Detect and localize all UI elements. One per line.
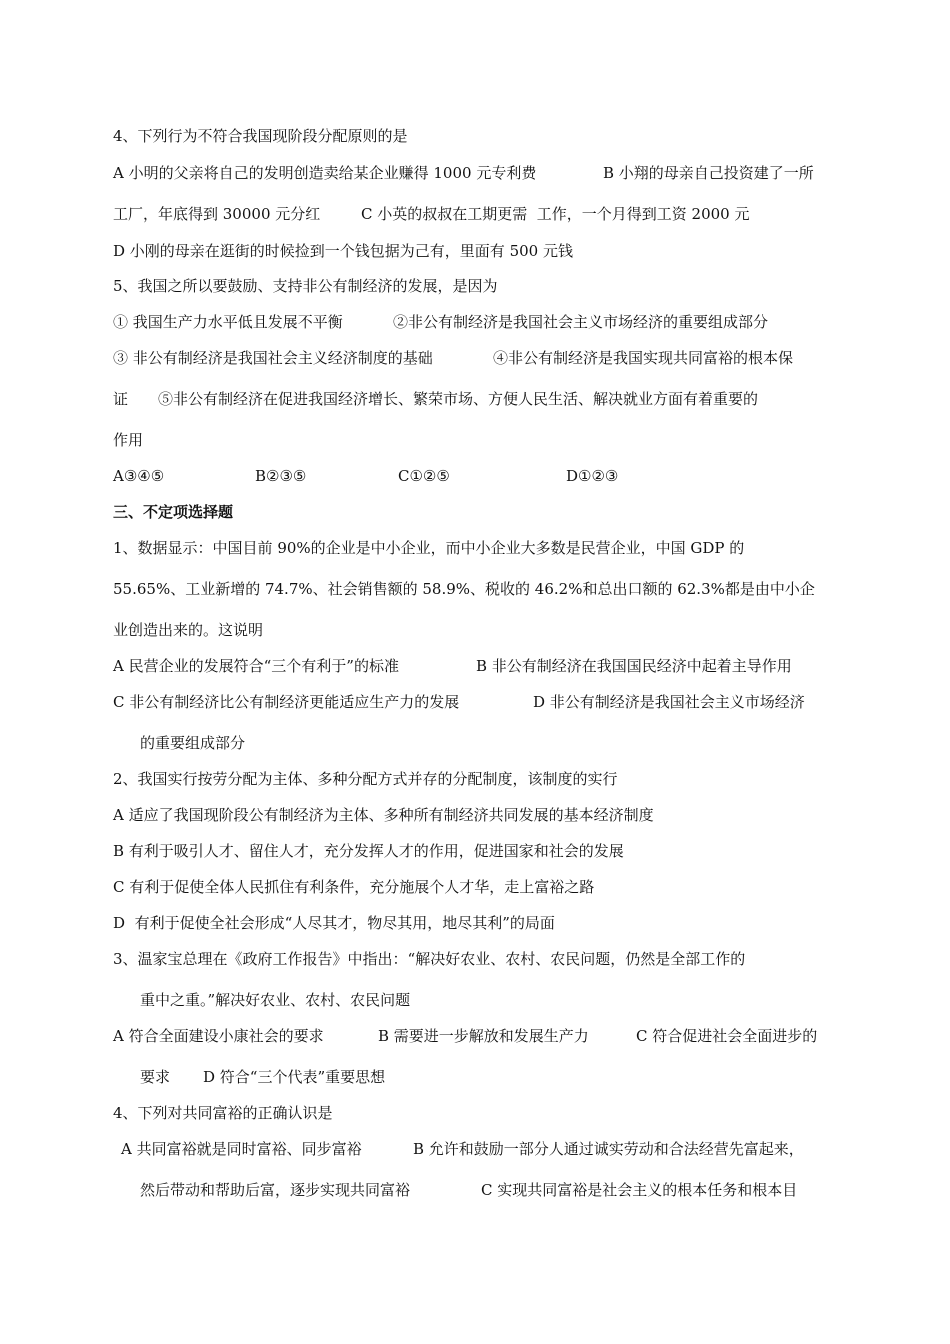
s3-question-2-option-a: A 适应了我国现阶段公有制经济为主体、多种所有制经济共同发展的基本经济制度 <box>113 806 654 824</box>
question-4-option-a: A 小明的父亲将自己的发明创造卖给某企业赚得 1000 元专利费 <box>113 164 537 182</box>
question-5-item-2: ②非公有制经济是我国社会主义市场经济的重要组成部分 <box>393 313 769 331</box>
question-4-option-b: B 小翔的母亲自己投资建了一所 <box>603 164 814 182</box>
s3-question-1-option-a: A 民营企业的发展符合“三个有利于”的标准 <box>113 657 399 675</box>
s3-question-3-option-b: B 需要进一步解放和发展生产力 <box>378 1027 589 1045</box>
s3-question-1-line-1: 1、数据显示：中国目前 90%的企业是中小企业，而中小企业大多数是民营企业，中国 GDP 的 <box>113 539 745 557</box>
s3-question-1-option-d: D 非公有制经济是我国社会主义市场经济 <box>533 693 805 711</box>
s3-question-3-option-c: C 符合促进社会全面进步的 <box>636 1027 818 1045</box>
question-4-option-d: D 小刚的母亲在逛街的时候捡到一个钱包据为己有，里面有 500 元钱 <box>113 242 573 260</box>
s3-question-4-option-b: B 允许和鼓励一部分人通过诚实劳动和合法经营先富起来， <box>413 1140 804 1158</box>
s3-question-1-line-3: 业创造出来的。这说明 <box>113 621 264 639</box>
section-3-title: 三、不定项选择题 <box>113 503 234 521</box>
question-4-option-c: C 小英的叔叔在工期更需 工作，一个月得到工资 2000 元 <box>361 205 750 223</box>
s3-question-2-option-b: B 有利于吸引人才、留住人才，充分发挥人才的作用，促进国家和社会的发展 <box>113 842 624 860</box>
s3-question-4-option-b-cont: 然后带动和帮助后富，逐步实现共同富裕 <box>140 1181 411 1199</box>
s3-question-4-option-a: A 共同富裕就是同时富裕、同步富裕 <box>121 1140 362 1158</box>
s3-question-2-stem: 2、我国实行按劳分配为主体、多种分配方式并存的分配制度，该制度的实行 <box>113 770 618 788</box>
s3-question-3-option-a: A 符合全面建设小康社会的要求 <box>113 1027 324 1045</box>
s3-question-3-option-d: D 符合“三个代表”重要思想 <box>203 1068 386 1086</box>
s3-question-1-line-2: 55.65%、工业新增的 74.7%、社会销售额的 58.9%、税收的 46.2%和总出口额的 62.3%都是由中小企 <box>113 580 815 598</box>
question-4-option-b-cont: 工厂，年底得到 30000 元分红 <box>113 205 321 223</box>
question-5-item-5-cont: 作用 <box>113 431 144 449</box>
question-5-item-4: ④非公有制经济是我国实现共同富裕的根本保 <box>493 349 794 367</box>
s3-question-3-option-c-cont: 要求 <box>140 1068 171 1086</box>
question-4-stem: 4、下列行为不符合我国现阶段分配原则的是 <box>113 127 408 145</box>
question-5-item-3: ③ 非公有制经济是我国社会主义经济制度的基础 <box>113 349 433 367</box>
question-5-item-5: ⑤非公有制经济在促进我国经济增长、繁荣市场、方便人民生活、解决就业方面有着重要的 <box>158 390 759 408</box>
s3-question-4-stem: 4、下列对共同富裕的正确认识是 <box>113 1104 333 1122</box>
question-5-answer-a: A③④⑤ <box>113 467 165 485</box>
question-5-answer-d: D①②③ <box>566 467 619 485</box>
s3-question-1-option-c: C 非公有制经济比公有制经济更能适应生产力的发展 <box>113 693 460 711</box>
s3-question-3-line-1: 3、温家宝总理在《政府工作报告》中指出：“解决好农业、农村、农民问题，仍然是全部工作的 <box>113 950 746 968</box>
s3-question-4-option-c: C 实现共同富裕是社会主义的根本任务和根本目 <box>481 1181 798 1199</box>
s3-question-1-option-b: B 非公有制经济在我国国民经济中起着主导作用 <box>476 657 792 675</box>
question-5-answer-c: C①②⑤ <box>398 467 450 485</box>
s3-question-2-option-d: D 有利于促使全社会形成“人尽其才，物尽其用，地尽其利”的局面 <box>113 914 555 932</box>
s3-question-2-option-c: C 有利于促使全体人民抓住有利条件，充分施展个人才华，走上富裕之路 <box>113 878 595 896</box>
question-5-answer-b: B②③⑤ <box>255 467 307 485</box>
s3-question-3-line-2: 重中之重。”解决好农业、农村、农民问题 <box>140 991 411 1009</box>
s3-question-1-option-d-cont: 的重要组成部分 <box>140 734 246 752</box>
question-5-stem: 5、我国之所以要鼓励、支持非公有制经济的发展，是因为 <box>113 277 498 295</box>
question-5-item-1: ① 我国生产力水平低且发展不平衡 <box>113 313 343 331</box>
question-5-item-4-cont: 证 <box>113 390 129 408</box>
